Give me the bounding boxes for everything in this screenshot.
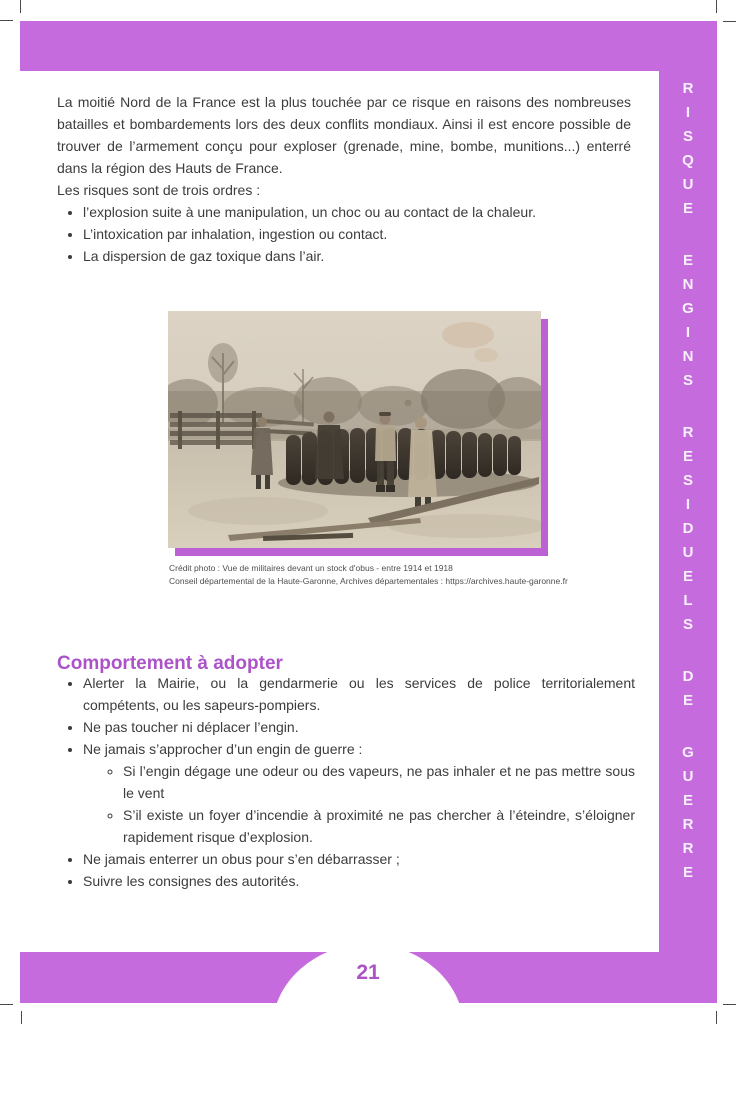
risks-lead-text: Les risques sont de trois ordres :	[57, 182, 261, 198]
sidebar-letter: Q	[682, 152, 694, 169]
behavior-section	[57, 672, 635, 892]
sidebar-letter: G	[682, 300, 694, 317]
sidebar-letter: N	[682, 348, 694, 365]
sidebar-letter: R	[682, 80, 694, 97]
sidebar-letter: D	[682, 668, 694, 685]
behavior-item-label: Ne jamais s’approcher d’un engin de guerre :	[83, 741, 363, 757]
behavior-list	[57, 672, 635, 892]
crop-mark-bottom-right-v	[716, 1011, 717, 1024]
sidebar-letter: E	[682, 692, 693, 709]
behavior-item: • Suivre les consignes des autorités.	[83, 870, 635, 892]
sidebar-letter: S	[682, 372, 693, 389]
historic-photo	[168, 311, 541, 548]
sidebar-letter: U	[682, 768, 694, 785]
crop-mark-bottom-left-v	[21, 1011, 22, 1024]
sidebar-letter: U	[682, 544, 694, 561]
sidebar-letter: I	[685, 496, 691, 513]
sidebar-letter: S	[682, 472, 693, 489]
sidebar-letter: L	[683, 592, 693, 609]
sidebar-letter: E	[682, 792, 693, 809]
sidebar-letter: I	[685, 104, 691, 121]
behavior-sub-list	[83, 760, 635, 848]
sidebar-letter: D	[682, 520, 694, 537]
sidebar-letter: G	[682, 744, 694, 761]
sidebar-letter: R	[682, 840, 694, 857]
intro-section	[57, 91, 631, 267]
sidebar-letter: E	[682, 864, 693, 881]
crop-mark-top-left-v	[20, 0, 21, 13]
sidebar-letter: S	[682, 128, 693, 145]
crop-mark-bottom-left-h	[0, 1004, 13, 1005]
crop-mark-top-right-v	[716, 0, 717, 13]
behavior-item: • Ne pas toucher ni déplacer l’engin.	[83, 716, 635, 738]
sidebar-letter: E	[682, 252, 693, 269]
page-number: 21	[356, 961, 380, 984]
top-border-band	[20, 21, 717, 71]
sidebar-letter: R	[682, 424, 694, 441]
behavior-item: • Ne jamais enterrer un obus pour s’en débarrasser ;	[83, 848, 635, 870]
sidebar-letter: S	[682, 616, 693, 633]
sidebar-letter: N	[682, 276, 694, 293]
behavior-item: • Alerter la Mairie, ou la gendarmerie ou les services de police territorialement compétents, ou les sapeurs-pompiers.	[83, 672, 635, 716]
sidebar-letter: I	[685, 324, 691, 341]
sidebar-letter: E	[682, 200, 693, 217]
risk-item: • La dispersion de gaz toxique dans l’air.	[83, 245, 631, 267]
photo-credit	[169, 562, 589, 588]
crop-mark-top-left-h	[0, 20, 13, 21]
sidebar-letter: E	[682, 448, 693, 465]
behavior-sub-item: ◦ Si l’engin dégage une odeur ou des vapeurs, ne pas inhaler et ne pas mettre sous le vent	[123, 760, 635, 804]
sidebar-letter: R	[682, 816, 694, 833]
sidebar-letter: E	[682, 568, 693, 585]
intro-paragraph: La moitié Nord de la France est la plus touchée par ce risque en raisons des nombreuses batailles et bombardements lors des deux conflits mondiaux. Ainsi il est encore possible de trouver de l’armement conçu pour exploser (grenade, mine, bombe, munitions...) enterré dans la région des Hauts de France.	[57, 94, 631, 176]
photo-credit-line2: Conseil départemental de la Haute-Garonne, Archives départementales : https://archives.haute-garonne.fr	[169, 576, 568, 586]
risk-list	[57, 201, 631, 267]
soldiers-shells-photo-illustration	[168, 311, 541, 548]
section-heading-comportement: Comportement à adopter	[57, 652, 283, 674]
behavior-item	[83, 738, 635, 848]
behavior-sub-item: ◦ S’il existe un foyer d’incendie à proximité ne pas chercher à l’éteindre, s’éloigner rapidement risque d’explosion.	[123, 804, 635, 848]
risk-item: • l’explosion suite à une manipulation, un choc ou au contact de la chaleur.	[83, 201, 631, 223]
crop-mark-bottom-right-h	[723, 1004, 736, 1005]
crop-mark-top-right-h	[723, 21, 736, 22]
photo-credit-line1: Crédit photo : Vue de militaires devant un stock d'obus - entre 1914 et 1918	[169, 563, 453, 573]
risk-item: • L’intoxication par inhalation, ingestion ou contact.	[83, 223, 631, 245]
sidebar-letter: U	[682, 176, 694, 193]
sidebar-vertical-title	[659, 21, 717, 1003]
